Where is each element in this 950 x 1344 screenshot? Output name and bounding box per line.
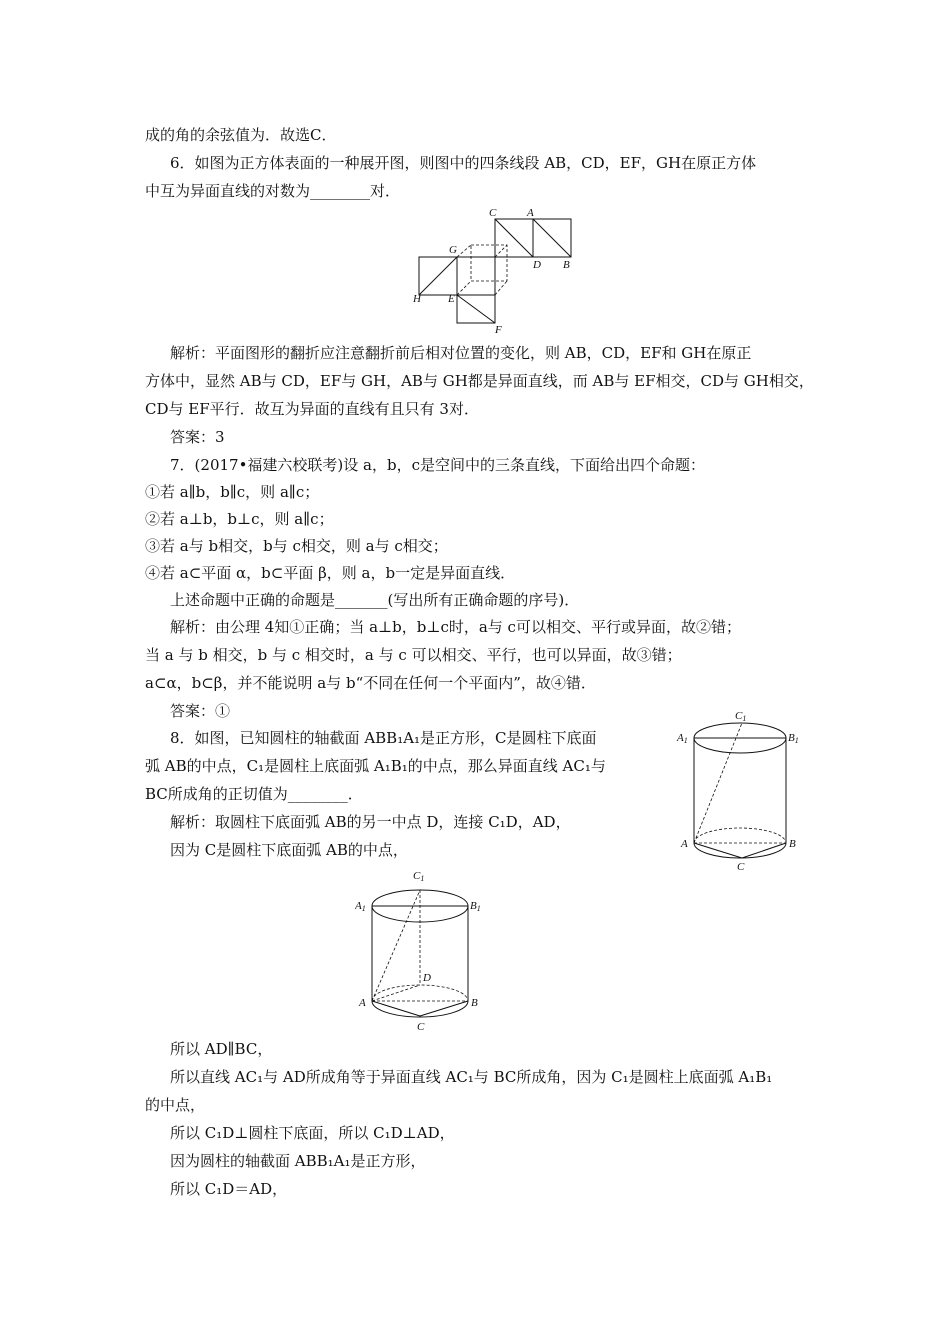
problem-7-solution-cont: 当 a 与 b 相交，b 与 c 相交时，a 与 c 可以相交、平行，也可以异面，故③错；	[145, 646, 682, 664]
label-D: D	[423, 972, 431, 984]
problem-6-answer: 答案：3	[170, 428, 225, 446]
cylinder-figure-2	[355, 866, 485, 1041]
problem-7-solution: 解析：由公理 4知①正确；当 a⊥b，b⊥c时，a与 c可以相交、平行或异面，故②错；	[170, 618, 741, 636]
cylinder-figure-1	[675, 708, 805, 878]
label-A: A	[681, 838, 688, 850]
proposition-3: ③若 a与 b相交，b与 c相交，则 a与 c相交；	[145, 537, 448, 555]
cube-net-figure	[405, 205, 585, 335]
problem-6-solution: 解析：平面图形的翻折应注意翻折前后相对位置的变化，则 AB，CD，EF和 GH在原正	[170, 344, 752, 362]
proposition-1: ①若 a∥b，b∥c，则 a∥c；	[145, 483, 320, 501]
problem-7-answer: 答案：①	[170, 702, 231, 720]
label-C: C	[737, 861, 745, 873]
label-A: A	[527, 207, 534, 219]
label-A1: A1	[677, 732, 688, 745]
label-C: C	[417, 1021, 425, 1033]
label-C1: C1	[735, 710, 747, 723]
problem-8-stem: 8．如图，已知圆柱的轴截面 ABB₁A₁是正方形，C是圆柱下底面	[170, 729, 597, 747]
label-A1: A1	[355, 900, 366, 913]
problem-6-solution-cont: CD与 EF平行．故互为异面的直线有且只有 3对．	[145, 400, 479, 418]
label-B1: B1	[788, 732, 799, 745]
label-D: D	[533, 259, 541, 271]
problem-7-solution-cont: a⊂α，b⊂β，并不能说明 a与 b“不同在任何一个平面内”，故④错．	[145, 674, 596, 692]
label-C: C	[489, 207, 497, 219]
problem-6-solution-cont: 方体中，显然 AB与 CD，EF与 GH，AB与 GH都是异面直线，而 AB与 EF相交，CD与 GH相交，	[145, 372, 814, 390]
proposition-4: ④若 a⊂平面 α，b⊂平面 β，则 a，b一定是异面直线．	[145, 564, 516, 582]
problem-8-stem-cont: BC所成角的正切值为________．	[145, 785, 363, 803]
problem-6-stem: 6．如图为正方体表面的一种展开图，则图中的四条线段 AB，CD，EF，GH在原正方体	[170, 154, 757, 172]
problem-8-solution-cont: 因为 C是圆柱下底面弧 AB的中点，	[170, 841, 408, 859]
problem-8-solution-cont: 所以 C₁D＝AD，	[170, 1180, 288, 1198]
label-C1: C1	[413, 870, 425, 883]
label-B1: B1	[470, 900, 481, 913]
proposition-2: ②若 a⊥b，b⊥c，则 a∥c；	[145, 510, 334, 528]
problem-8-solution-cont: 所以 AD∥BC，	[170, 1040, 273, 1058]
problem-6-stem-cont: 中互为异面直线的对数为________对．	[145, 182, 401, 200]
label-G: G	[449, 244, 457, 256]
label-E: E	[448, 293, 455, 305]
label-B: B	[471, 997, 478, 1009]
problem-7-stem: 7．(2017•福建六校联考)设 a，b，c是空间中的三条直线，下面给出四个命题：	[170, 456, 705, 474]
text-line: 成的角的余弦值为．故选C．	[145, 126, 337, 144]
label-F: F	[495, 324, 502, 335]
problem-8-solution-cont: 所以 C₁D⊥圆柱下底面，所以 C₁D⊥AD，	[170, 1124, 455, 1142]
label-B: B	[789, 838, 796, 850]
problem-8-solution-cont: 所以直线 AC₁与 AD所成角等于异面直线 AC₁与 BC所成角，因为 C₁是圆柱上底面弧 A₁B₁	[170, 1068, 773, 1086]
problem-8-solution: 解析：取圆柱下底面弧 AB的另一中点 D，连接 C₁D，AD，	[170, 813, 571, 831]
problem-7-question: 上述命题中正确的命题是_______(写出所有正确命题的序号)．	[170, 591, 580, 609]
label-H: H	[413, 293, 421, 305]
problem-8-stem-cont: 弧 AB的中点，C₁是圆柱上底面弧 A₁B₁的中点，那么异面直线 AC₁与	[145, 757, 606, 775]
label-B: B	[563, 259, 570, 271]
label-A: A	[359, 997, 366, 1009]
problem-8-solution-cont: 的中点，	[145, 1096, 206, 1114]
problem-8-solution-cont: 因为圆柱的轴截面 ABB₁A₁是正方形，	[170, 1152, 426, 1170]
